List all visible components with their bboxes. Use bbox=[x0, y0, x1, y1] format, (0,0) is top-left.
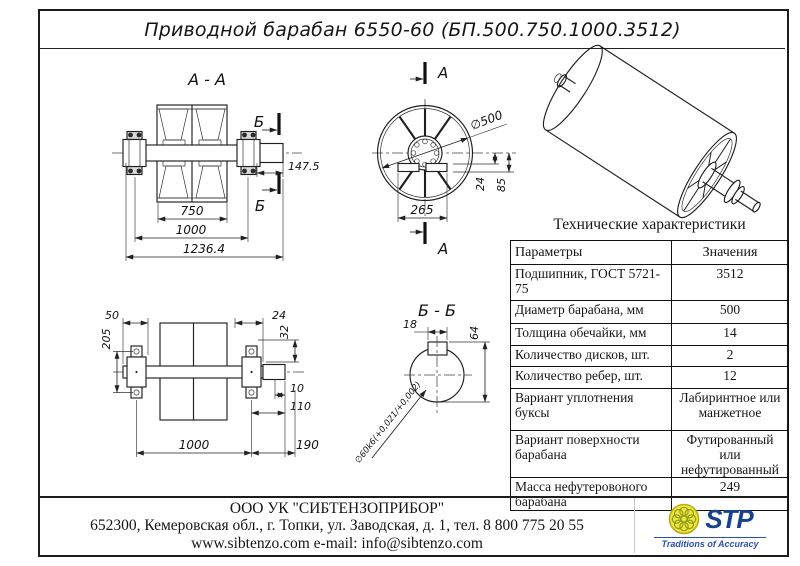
footer bbox=[40, 498, 785, 553]
section-bb-label: Б - Б bbox=[418, 301, 456, 320]
param-cell: Подшипник, ГОСТ 5721-75 bbox=[511, 265, 672, 301]
param-cell: Количество ребер, шт. bbox=[511, 367, 672, 389]
isometric-view bbox=[520, 50, 788, 220]
marker-b-top: Б bbox=[253, 113, 265, 131]
dim-shaft-diameter: ∅60k6(+0,021/+0,002) bbox=[353, 379, 424, 466]
drawing-title: Приводной барабан 6550-60 (БП.500.750.1000.3512) bbox=[144, 18, 681, 41]
table-row bbox=[511, 367, 789, 389]
dim-32: 32 bbox=[278, 325, 291, 339]
aa-dimensions bbox=[126, 160, 320, 261]
dim-64: 64 bbox=[468, 326, 481, 340]
value-cell: 12 bbox=[672, 367, 789, 389]
company-block bbox=[40, 498, 634, 553]
stp-logo-text: STP bbox=[705, 503, 753, 534]
table-row bbox=[511, 389, 789, 431]
right-plummer-block bbox=[242, 346, 261, 398]
table-row bbox=[511, 301, 789, 324]
marker-a-bottom: А bbox=[438, 240, 449, 258]
stp-logo bbox=[634, 498, 785, 553]
table-row bbox=[511, 431, 789, 478]
col-header-param: Параметры bbox=[511, 241, 672, 265]
param-cell: Вариант поверхности барабана bbox=[511, 431, 672, 478]
value-cell: 3512 bbox=[672, 265, 789, 301]
marker-b-bottom: Б bbox=[254, 197, 266, 215]
front-view bbox=[350, 55, 530, 265]
marker-a-top: А bbox=[438, 64, 449, 82]
dim-190: 190 bbox=[296, 438, 319, 452]
dim-diameter-500: ∅500 bbox=[468, 107, 505, 133]
dim-50: 50 bbox=[105, 309, 119, 322]
section-bb-view bbox=[355, 295, 505, 465]
param-cell: Диаметр барабана, мм bbox=[511, 301, 672, 324]
title-bar bbox=[40, 11, 785, 49]
dim-85: 85 bbox=[495, 178, 508, 192]
left-plummer-block bbox=[127, 346, 146, 398]
value-cell: 500 bbox=[672, 301, 789, 324]
shaft-3d bbox=[549, 66, 766, 220]
specs-table bbox=[510, 240, 789, 511]
param-cell: Масса нефутеровоного барабана bbox=[511, 478, 672, 510]
value-cell: 2 bbox=[672, 346, 789, 367]
section-aa-label: А - А bbox=[188, 70, 226, 89]
stp-logo-icon bbox=[667, 502, 701, 536]
company-name: ООО УК "СИБТЕНЗОПРИБОР" bbox=[229, 500, 445, 517]
side-view bbox=[90, 300, 340, 465]
left-bearing-unit bbox=[123, 132, 146, 175]
specs-title: Технические характеристики bbox=[553, 216, 746, 233]
company-address: 652300, Кемеровская обл., г. Топки, ул. Заводская, д. 1, тел. 8 800 775 20 55 bbox=[90, 517, 584, 534]
section-aa-view bbox=[40, 55, 340, 305]
param-cell: Количество дисков, шт. bbox=[511, 346, 672, 367]
dim-24-side: 24 bbox=[272, 309, 286, 322]
col-header-value: Значения bbox=[672, 241, 789, 265]
table-row bbox=[511, 324, 789, 346]
specs-table-wrap bbox=[510, 240, 789, 510]
dim-205: 205 bbox=[100, 328, 113, 350]
right-bearing-unit bbox=[237, 132, 260, 175]
dim-1236-4: 1236.4 bbox=[183, 242, 225, 256]
param-cell: Вариант уплотнения буксы bbox=[511, 389, 672, 431]
value-cell: Футированный или нефутированный bbox=[672, 431, 789, 478]
dim-110: 110 bbox=[290, 400, 311, 413]
dim-1000: 1000 bbox=[175, 223, 207, 237]
bb-dimensions bbox=[353, 318, 490, 466]
dim-265: 265 bbox=[410, 203, 434, 217]
table-row bbox=[511, 265, 789, 301]
table-row bbox=[511, 346, 789, 367]
value-cell: 14 bbox=[672, 324, 789, 346]
dim-18: 18 bbox=[403, 318, 417, 331]
param-cell: Толщина обечайки, мм bbox=[511, 324, 672, 346]
dim-750: 750 bbox=[180, 204, 204, 218]
company-contacts: www.sibtenzo.com e-mail: info@sibtenzo.com bbox=[191, 535, 483, 552]
value-cell: 249 bbox=[672, 478, 789, 510]
dim-1000-side: 1000 bbox=[178, 438, 210, 452]
dim-147-5: 147.5 bbox=[288, 160, 320, 173]
table-header-row bbox=[511, 241, 789, 265]
dim-24: 24 bbox=[474, 177, 487, 191]
value-cell: Лабиринтное или манжетное bbox=[672, 389, 789, 431]
dim-10: 10 bbox=[290, 382, 304, 395]
stp-logo-tagline: Traditions of Accuracy bbox=[654, 537, 766, 549]
